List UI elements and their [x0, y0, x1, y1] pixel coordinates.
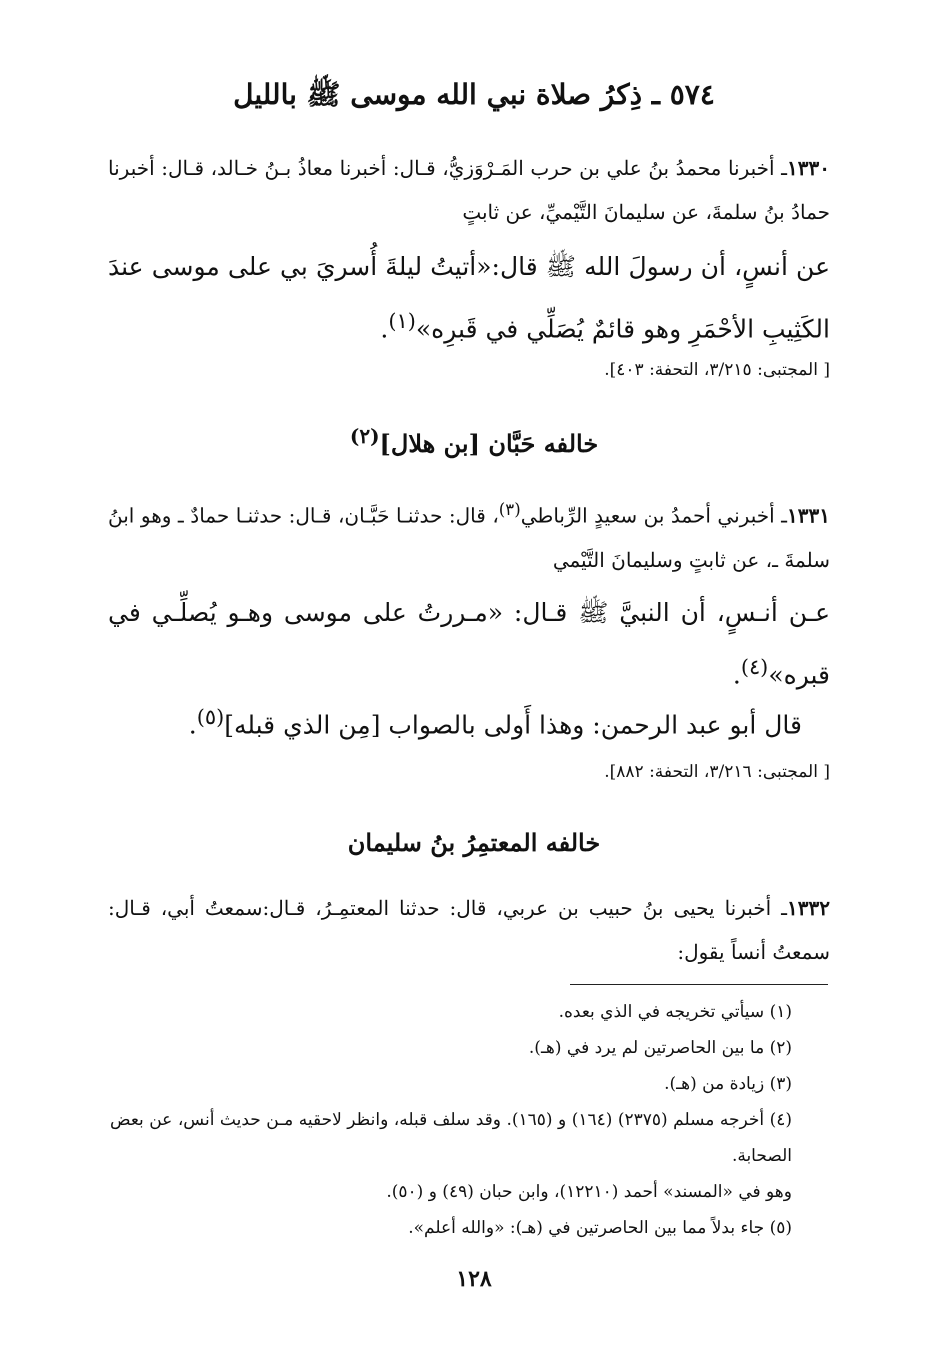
matn-text: عـن أنـسٍ، أن النبيَّ ﷺ قـال: «مـررتُ على موسى وهـو يُصلِّـي في قبره»: [108, 598, 830, 690]
isnad-text: ، قال: حدثنـا حَبَّـان، قـال: حدثنـا حمادٌ ـ وهو ابنُ سلمةَ ـ، عن ثابتٍ وسليمانَ التَّيْمي: [108, 503, 830, 572]
hadith-1331-source: [ المجتبى: ٣/٢١٦، التحفة: ٨٨٢].: [604, 762, 830, 782]
hadith-1331-matn: [108, 586, 830, 702]
footnote-4-continued: وهو في «المسند» أحمد (١٢٢١٠)، وابن حبان (٤٩) و (٥٠).: [386, 1182, 792, 1202]
section-heading-hibban: [0, 424, 948, 458]
matn-end: .: [732, 660, 741, 690]
footnote-5: (٥) جاء بدلاً مما بين الحاصرتين في (هـ): «والله أعلم».: [408, 1218, 792, 1238]
footnote-1: (١) سيأتي تخريجه في الذي بعده.: [558, 1002, 792, 1022]
author-comment: [108, 690, 830, 752]
footnote-ref: (١): [388, 309, 416, 333]
page-number: ١٢٨: [456, 1266, 492, 1292]
footnote-ref: (٢): [349, 424, 380, 448]
isnad-text: ـ أخبرنا يحيى بنُ حبيب بن عربي، قال: حدثنا المعتمِـرُ، قـال:سمعتُ أبي، قـال: سمعتُ أنساً يقول:: [108, 896, 830, 964]
comment-end: .: [188, 710, 197, 740]
hadith-1332-isnad: [108, 886, 830, 974]
heading-text: خالفه حَبَّان [بن هلال]: [379, 429, 599, 458]
isnad-text: ـ أخبرني أحمدُ بن سعيدٍ الرِّباطي: [520, 503, 788, 528]
footnotes: [110, 994, 828, 1246]
section-heading-mutamir: خالفه المعتمِرُ بنُ سليمان: [347, 828, 601, 857]
hadith-number: ١٣٣٢: [787, 896, 830, 920]
footnote-4: (٤) أخرجه مسلم (٢٣٧٥) (١٦٤) و (١٦٥). وقد سلف قبله، وانظر لاحقيه مـن حديث أنس، عن بعض الصحابة.: [110, 1110, 792, 1166]
matn-end: .: [380, 314, 389, 344]
hadith-1330-isnad: [108, 146, 830, 234]
hadith-1330-matn: [108, 240, 830, 356]
hadith-number: ١٣٣١: [787, 503, 830, 528]
comment-text: قال أبو عبد الرحمن: وهذا أَولى بالصواب [مِن الذي قبله]: [224, 710, 802, 740]
isnad-text: ـ أخبرنا محمدُ بنُ علي بن حرب المَـرْوَزيُّ، قـال: أخبرنا معاذُ بـنُ خـالد، قـال: أخبرنا حمادُ بنُ سلمةَ، عن سليمانَ التَّيْميِّ، عن ثابتٍ: [108, 156, 830, 224]
hadith-1330-source: [ المجتبى: ٣/٢١٥، التحفة: ٤٠٣].: [604, 360, 830, 380]
matn-text: عن أنسٍ، أن رسولَ الله ﷺ قال:«أتيتُ ليلةَ أُسريَ بي على موسى عندَ الكَثِيبِ الأحْمَرِ وهو قائمٌ يُصَلِّي في قَبرِه»: [108, 252, 830, 344]
footnote-2: (٢) ما بين الحاصرتين لم يرد في (هـ).: [528, 1038, 792, 1058]
footnote-ref: (٤): [740, 655, 769, 679]
hadith-number: ١٣٣٠: [787, 156, 830, 180]
hadith-1331-isnad: [108, 488, 830, 582]
footnote-ref: (٥): [196, 705, 225, 729]
chapter-title: ٥٧٤ ـ ذِكرُ صلاة نبي الله موسى ﷺ بالليل: [233, 78, 715, 111]
footnote-ref: (٣): [498, 500, 521, 519]
footnote-separator: [570, 984, 828, 985]
footnote-3: (٣) زيادة من (هـ).: [664, 1074, 792, 1094]
